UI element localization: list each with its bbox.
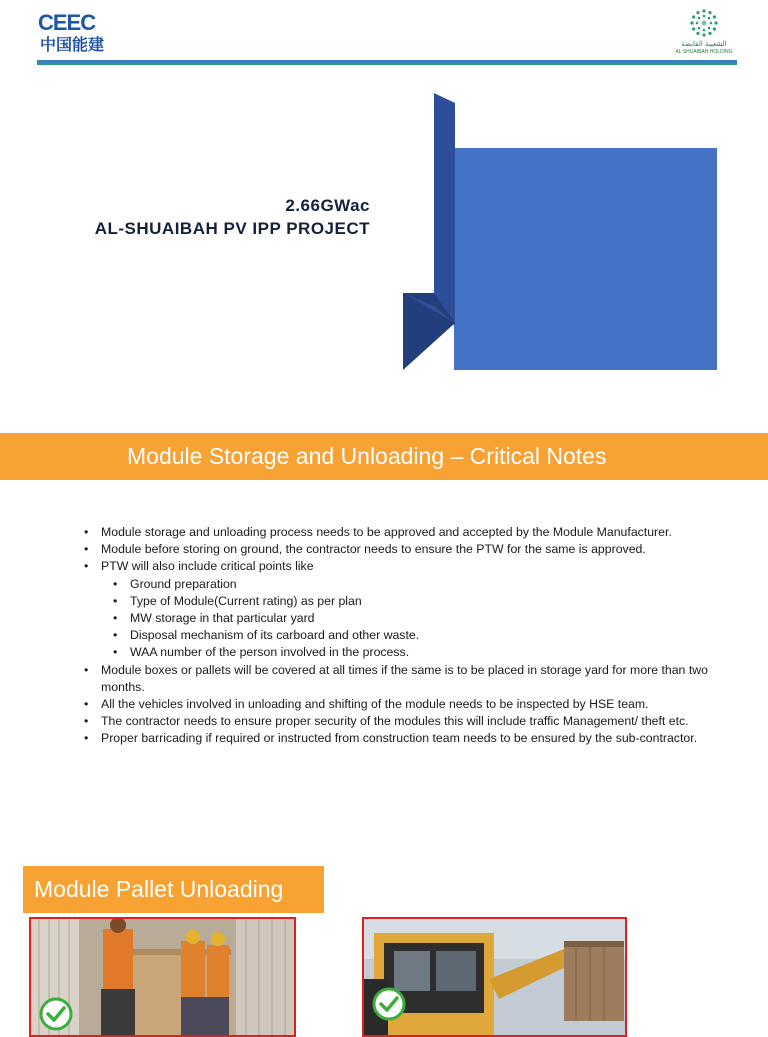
photo-pallet-unloading-container	[29, 917, 296, 1037]
ceec-logo-chinese: 中国能建	[40, 35, 105, 54]
ceec-logo	[38, 12, 114, 56]
project-title: AL-SHUAIBAH PV IPP PROJECT	[94, 219, 370, 238]
al-shuaibah-logo	[668, 8, 740, 60]
note-item: • Proper barricading if required or instructed from construction team needs to be ensured by the sub-contractor.	[80, 730, 720, 747]
ptw-point-item: • MW storage in that particular yard	[80, 610, 720, 627]
al-shuaibah-arabic-name: الشعيبة القابضة	[681, 40, 727, 48]
ceec-logo-letters: CEEC	[38, 10, 96, 35]
section-heading: Module Storage and Unloading – Critical Notes	[127, 443, 607, 469]
note-item: • All the vehicles involved in unloading and shifting of the module needs to be inspected by HSE team.	[80, 696, 720, 713]
note-item: • Module storage and unloading process needs to be approved and accepted by the Module Manufacturer.	[80, 524, 720, 541]
ptw-point-item: • Disposal mechanism of its carboard and other waste.	[80, 627, 720, 644]
header-rule-accent	[37, 63, 737, 65]
check-icon	[372, 987, 406, 1021]
note-item: • Module before storing on ground, the contractor needs to ensure the PTW for the same is approved.	[80, 541, 720, 558]
ptw-point-item: • WAA number of the person involved in the process.	[80, 644, 720, 661]
critical-notes-list	[80, 524, 720, 748]
al-shuaibah-emblem-icon	[689, 8, 719, 38]
al-shuaibah-english-name: AL SHUAIBAH HOLDING	[675, 49, 733, 55]
project-capacity: 2.66GWac	[285, 196, 370, 215]
decorative-blue-shape	[400, 90, 720, 374]
note-item: • PTW will also include critical points like	[80, 558, 720, 575]
check-icon	[39, 997, 73, 1031]
decor-vertical-strip	[434, 93, 455, 326]
ptw-point-item: • Type of Module(Current rating) as per plan	[80, 593, 720, 610]
ptw-point-item: • Ground preparation	[80, 576, 720, 593]
note-item: • Module boxes or pallets will be covered at all times if the same is to be placed in storage yard for more than two months.	[80, 662, 720, 696]
section-banner-critical-notes	[0, 433, 768, 480]
section-banner-pallet-unloading	[23, 866, 324, 913]
note-item: • The contractor needs to ensure proper security of the modules this will include traffic Management/ theft etc.	[80, 713, 720, 730]
decor-blue-panel	[454, 148, 717, 370]
section-heading: Module Pallet Unloading	[34, 876, 284, 902]
photo-pallet-unloading-loader	[362, 917, 627, 1037]
